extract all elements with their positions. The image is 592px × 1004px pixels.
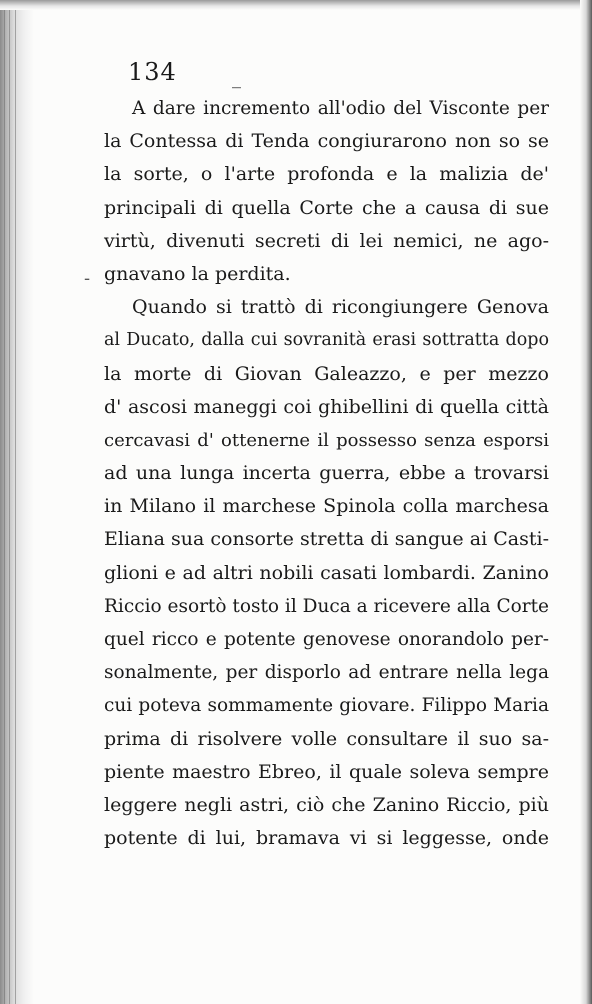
text-line: principali di quella Corte che a causa di sue	[104, 196, 549, 219]
text-line: A dare incremento all'odio del Visconte per	[132, 98, 549, 119]
text-line: leggere negli astri, ciò che Zanino Riccio, più	[104, 793, 549, 816]
text-line: in Milano il marchese Spinola colla marchesa	[104, 495, 549, 518]
text-line: piente maestro Ebreo, il quale soleva sempre	[104, 760, 549, 783]
text-line: quel ricco e potente genovese onorandolo per-	[104, 629, 549, 650]
page-right-edge	[580, 0, 592, 1004]
margin-mark: -	[84, 268, 91, 289]
text-line: la sorte, o l'arte profonda e la malizia de'	[104, 163, 549, 186]
text-line: Eliana sua consorte stretta di sangue ai Casti-	[104, 528, 549, 551]
gutter-line	[9, 0, 10, 1004]
text-line: potente di lui, bramava vi si leggesse, onde	[104, 827, 549, 850]
gutter-line	[15, 0, 16, 1004]
page-top-edge	[0, 0, 592, 10]
text-line: cui poteva sommamente giovare. Filippo Maria	[104, 695, 549, 717]
text-line: ad una lunga incerta guerra, ebbe a trovarsi	[104, 462, 549, 485]
text-line: virtù, divenuti secreti di lei nemici, ne ago-	[104, 229, 549, 252]
header-mark: _	[232, 68, 241, 89]
text-line: gnavano la perdita.	[104, 262, 291, 285]
text-line: Riccio esortò tosto il Duca a ricevere alla Corte	[104, 595, 549, 617]
text-line: glioni e ad altri nobili casati lombardi. Zanino	[104, 561, 549, 584]
body-text	[104, 92, 549, 855]
text-line: Quando si trattò di ricongiungere Genova	[132, 296, 549, 319]
page-number: 134	[128, 58, 177, 86]
text-line: d' ascosi maneggi coi ghibellini di quella città	[104, 395, 549, 418]
text-line: al Ducato, dalla cui sovranità erasi sottratta dopo	[104, 330, 549, 351]
text-line: la Contessa di Tenda congiurarono non so se	[104, 130, 549, 153]
text-line: sonalmente, per disporlo ad entrare nella lega	[104, 662, 549, 684]
binding-gutter	[0, 0, 34, 1004]
text-line: prima di risolvere volle consultare il suo sa-	[104, 727, 549, 750]
text-line: cercavasi d' ottenerne il possesso senza esporsi	[104, 429, 549, 451]
text-line: la morte di Giovan Galeazzo, e per mezzo	[104, 362, 549, 385]
gutter-line	[4, 0, 5, 1004]
